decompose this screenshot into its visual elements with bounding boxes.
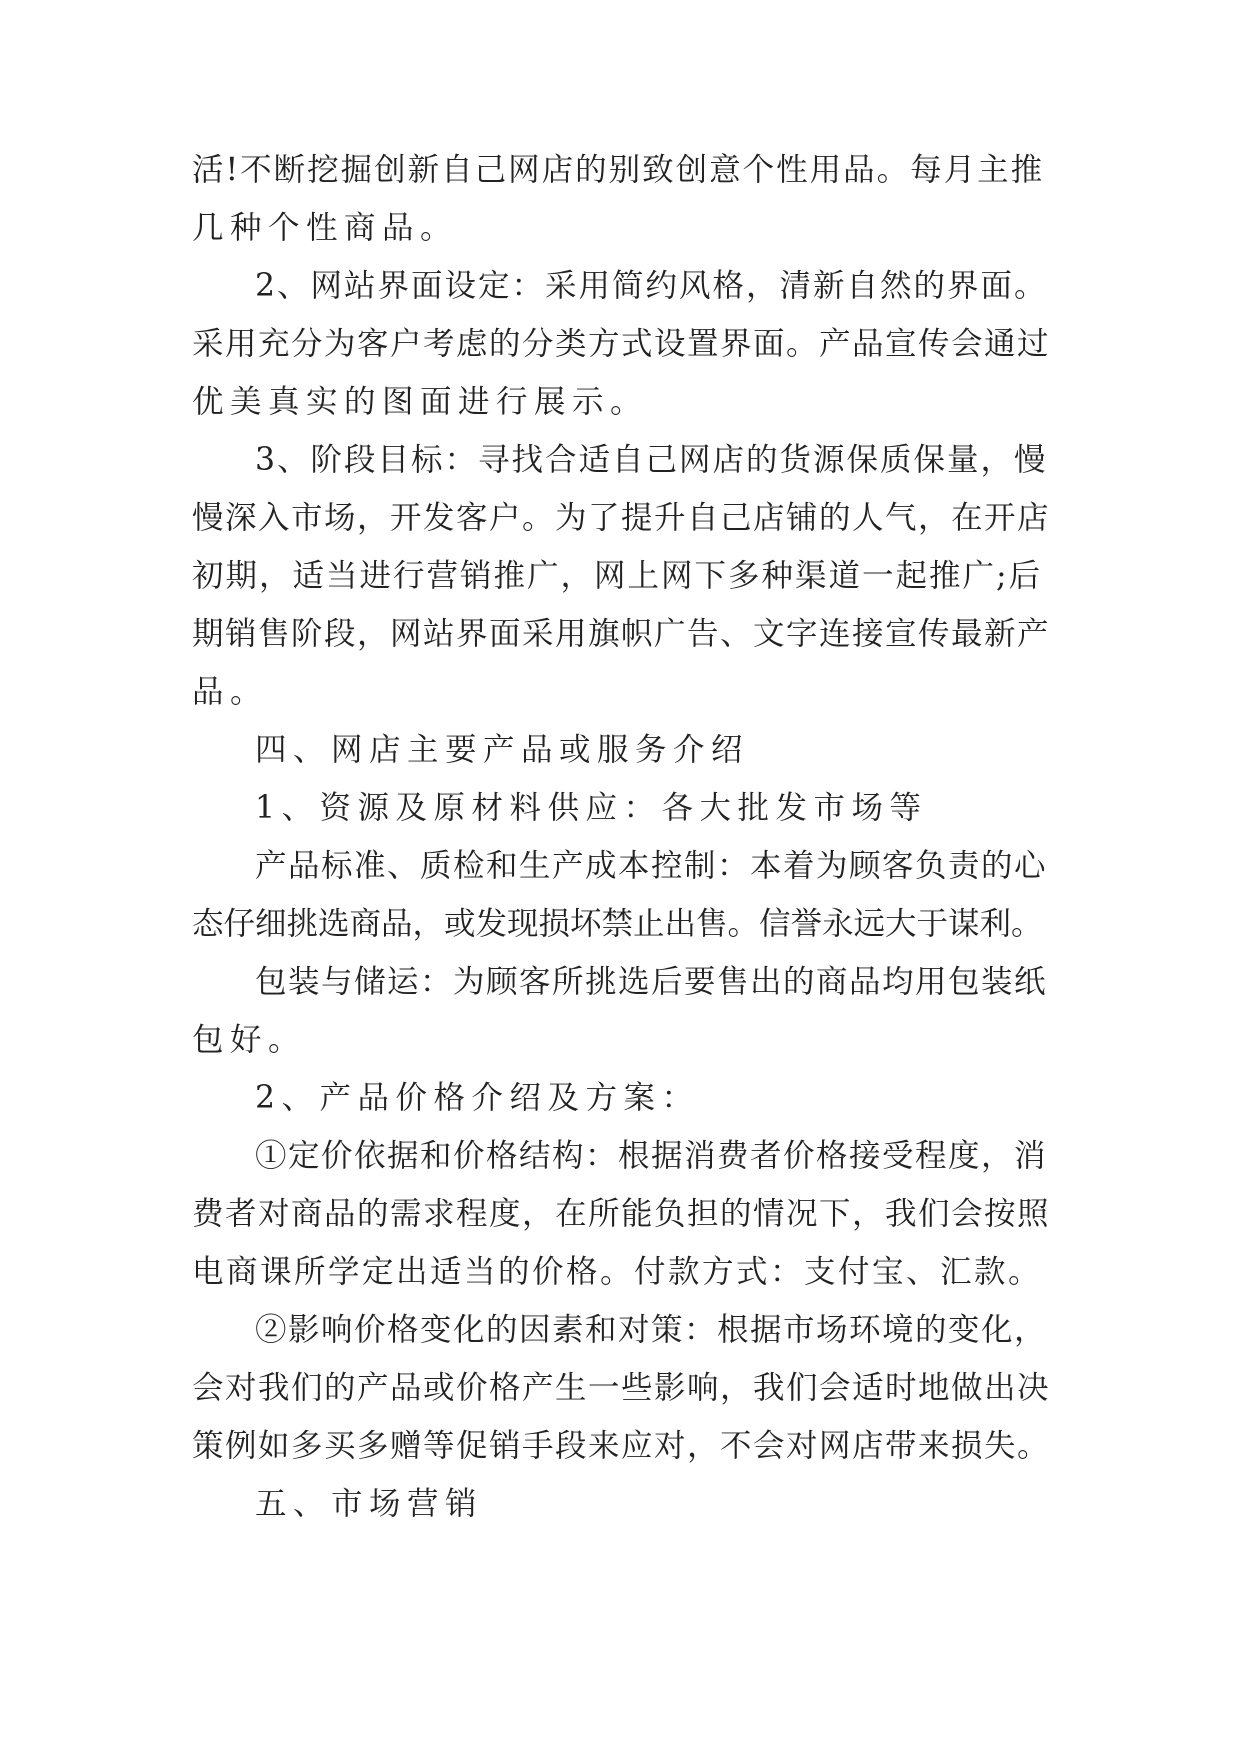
section-heading: 五、市场营销 (255, 1486, 484, 1522)
text-line: 产品标准、质检和生产成本控制：本着为顾客负责的心 (255, 848, 1048, 884)
text-line: 慢深入市场，开发客户。为了提升自己店铺的人气，在开店 (192, 500, 1051, 536)
text-line: 活!不断挖掘创新自己网店的别致创意个性用品。每月主推 (192, 152, 1045, 188)
text-line: ②影响价格变化的因素和对策：根据市场环境的变化， (255, 1312, 1048, 1348)
text-line: 几种个性商品。 (192, 210, 459, 246)
text-line: 采用充分为客户考虑的分类方式设置界面。产品宣传会通过 (192, 326, 1051, 362)
text-line: 优美真实的图面进行展示。 (192, 384, 649, 420)
text-line: 3、阶段目标：寻找合适自己网店的货源保质保量，慢 (255, 442, 1048, 478)
text-line: 策例如多买多赠等促销手段来应对，不会对网店带来损失。 (192, 1428, 1051, 1464)
text-line: 包装与储运：为顾客所挑选后要售出的商品均用包装纸 (255, 964, 1048, 1000)
section-heading: 四、网店主要产品或服务介绍 (255, 732, 750, 768)
text-line: 1、资源及原材料供应：各大批发市场等 (255, 790, 928, 826)
text-line: 2、网站界面设定：采用简约风格，清新自然的界面。 (255, 268, 1048, 304)
text-line: 2、产品价格介绍及方案： (255, 1080, 700, 1116)
text-line: 期销售阶段，网站界面采用旗帜广告、文字连接宣传最新产 (192, 616, 1051, 652)
text-line: 会对我们的产品或价格产生一些影响，我们会适时地做出决 (192, 1370, 1051, 1406)
text-line: 品。 (192, 674, 269, 710)
text-line: 态仔细挑选商品，或发现损坏禁止出售。信誉永远大于谋利。 (192, 906, 1043, 942)
text-line: 包好。 (192, 1022, 307, 1058)
text-line: 费者对商品的需求程度，在所能负担的情况下，我们会按照 (192, 1196, 1051, 1232)
text-line: 电商课所学定出适当的价格。付款方式：支付宝、汇款。 (192, 1254, 1043, 1290)
text-line: 初期，适当进行营销推广，网上网下多种渠道一起推广;后 (192, 558, 1043, 594)
text-line: ①定价依据和价格结构：根据消费者价格接受程度，消 (255, 1138, 1048, 1174)
